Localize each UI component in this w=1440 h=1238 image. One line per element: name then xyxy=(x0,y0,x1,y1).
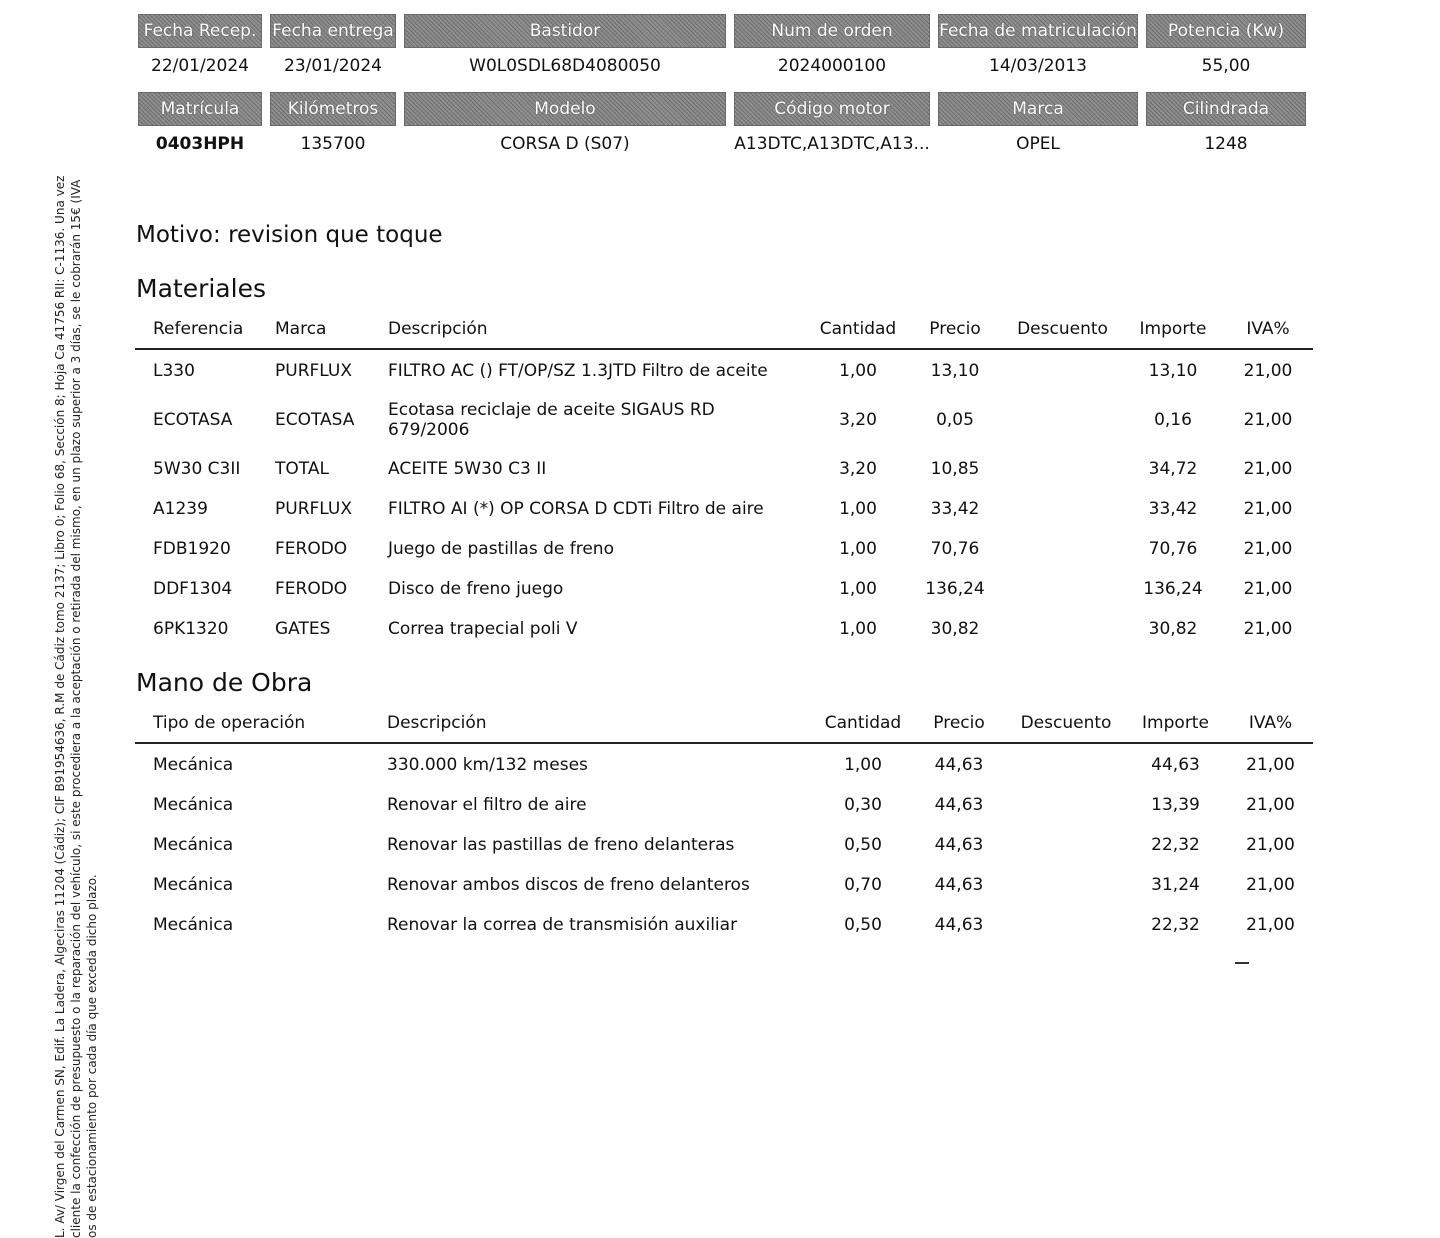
label-num-orden: Num de orden xyxy=(734,14,930,48)
cell-cantidad: 0,70 xyxy=(844,875,882,895)
legal-line-2: cliente la confección de presupuesto o la reparación del vehículo, si este procediera a la aceptación o retirada del mismo, en un plazo superior a 3 días, se le cobrarán 15€ (IVA xyxy=(69,179,83,1238)
value-bastidor: W0L0SDL68D4080050 xyxy=(469,56,661,76)
label-kilometros: Kilómetros xyxy=(270,92,396,126)
cell-descripcion: Renovar la correa de transmisión auxiliar xyxy=(387,915,738,935)
cell-cantidad: 0,50 xyxy=(844,915,882,935)
cell-importe: 33,42 xyxy=(1148,499,1198,519)
cell-precio: 44,63 xyxy=(934,795,984,815)
cell-iva: 21,00 xyxy=(1246,795,1295,815)
cell-precio: 10,85 xyxy=(930,459,980,479)
cell-importe: 34,72 xyxy=(1148,459,1198,479)
value-fecha-matriculacion: 14/03/2013 xyxy=(989,56,1087,76)
value-modelo: CORSA D (S07) xyxy=(500,134,630,154)
table-row xyxy=(135,569,1313,609)
cell-precio: 136,24 xyxy=(925,579,985,599)
label-matricula: Matrícula xyxy=(138,92,262,126)
legal-side-text xyxy=(52,148,100,1238)
cell-referencia: FDB1920 xyxy=(153,539,231,559)
cell-precio: 44,63 xyxy=(934,875,984,895)
cell-tipo-operacion: Mecánica xyxy=(153,795,234,815)
value-matricula: 0403HPH xyxy=(155,134,245,154)
cell-descuento xyxy=(1009,825,1123,865)
value-fecha-entrega: 23/01/2024 xyxy=(284,56,382,76)
mano-obra-title: Mano de Obra xyxy=(136,668,313,697)
value-cilindrada: 1248 xyxy=(1204,134,1248,154)
cell-descripcion: 330.000 km/132 meses xyxy=(387,754,588,775)
cell-cantidad: 1,00 xyxy=(839,499,877,519)
cell-marca: PURFLUX xyxy=(275,360,352,381)
cell-cantidad: 1,00 xyxy=(839,360,877,381)
cell-iva: 21,00 xyxy=(1246,915,1295,935)
materiales-title: Materiales xyxy=(136,274,266,303)
cell-importe: 70,76 xyxy=(1148,539,1198,559)
cell-precio: 33,42 xyxy=(930,499,980,519)
dash-mark xyxy=(1235,962,1249,964)
cell-iva: 21,00 xyxy=(1243,499,1293,519)
cell-precio: 44,63 xyxy=(934,754,984,775)
cell-descripcion: Juego de pastillas de freno xyxy=(388,539,614,559)
value-codigo-motor: A13DTC,A13DTC,A13... xyxy=(734,134,930,154)
header-cantidad: Cantidad xyxy=(808,310,908,349)
header-importe: Importe xyxy=(1123,310,1223,349)
header-iva: IVA% xyxy=(1223,310,1313,349)
cell-descuento xyxy=(1002,609,1123,649)
header-importe: Importe xyxy=(1123,704,1228,743)
cell-precio: 70,76 xyxy=(930,539,980,559)
cell-referencia: 6PK1320 xyxy=(153,619,229,639)
table-row xyxy=(135,489,1313,529)
table-row xyxy=(135,609,1313,649)
cell-descripcion: Renovar las pastillas de freno delanteras xyxy=(387,835,735,855)
cell-descripcion: ACEITE 5W30 C3 II xyxy=(388,459,547,479)
cell-referencia: 5W30 C3II xyxy=(153,459,241,479)
motivo-text: Motivo: revision que toque xyxy=(136,222,443,248)
header-referencia: Referencia xyxy=(135,310,275,349)
value-kilometros: 135700 xyxy=(300,134,366,154)
cell-marca: ECOTASA xyxy=(275,410,355,430)
cell-tipo-operacion: Mecánica xyxy=(153,835,234,855)
cell-cantidad: 1,00 xyxy=(844,754,882,775)
materiales-table xyxy=(135,310,1313,649)
cell-descripcion: FILTRO AC () FT/OP/SZ 1.3JTD Filtro de aceite xyxy=(388,360,768,381)
cell-cantidad: 0,30 xyxy=(844,795,882,815)
cell-marca: PURFLUX xyxy=(275,499,352,519)
mano-obra-table xyxy=(135,704,1313,945)
table-row xyxy=(135,391,1313,449)
table-row xyxy=(135,743,1313,785)
cell-importe: 30,82 xyxy=(1148,619,1198,639)
cell-importe: 13,39 xyxy=(1151,795,1200,815)
cell-iva: 21,00 xyxy=(1243,539,1293,559)
cell-marca: GATES xyxy=(275,619,331,639)
cell-cantidad: 3,20 xyxy=(839,410,877,430)
table-row xyxy=(135,529,1313,569)
cell-referencia: A1239 xyxy=(153,499,208,519)
table-row xyxy=(135,785,1313,825)
cell-importe: 22,32 xyxy=(1151,915,1200,935)
cell-descuento xyxy=(1002,529,1123,569)
value-fecha-recep: 22/01/2024 xyxy=(151,56,249,76)
value-potencia: 55,00 xyxy=(1201,56,1251,76)
cell-referencia: ECOTASA xyxy=(153,410,233,430)
table-row xyxy=(135,865,1313,905)
header-tipo-operacion: Tipo de operación xyxy=(135,704,387,743)
cell-cantidad: 1,00 xyxy=(839,619,877,639)
cell-precio: 30,82 xyxy=(930,619,980,639)
label-fecha-recep: Fecha Recep. xyxy=(138,14,262,48)
cell-descuento xyxy=(1002,569,1123,609)
cell-cantidad: 0,50 xyxy=(844,835,882,855)
cell-cantidad: 1,00 xyxy=(839,539,877,559)
cell-marca: FERODO xyxy=(275,579,348,599)
cell-descuento xyxy=(1002,449,1123,489)
header-precio: Precio xyxy=(909,704,1009,743)
cell-descripcion: FILTRO AI (*) OP CORSA D CDTi Filtro de aire xyxy=(388,499,764,519)
cell-marca: FERODO xyxy=(275,539,348,559)
label-fecha-matriculacion: Fecha de matriculación xyxy=(938,14,1138,48)
cell-precio: 0,05 xyxy=(936,410,974,430)
cell-descuento xyxy=(1002,391,1123,449)
cell-marca: TOTAL xyxy=(275,459,329,479)
label-bastidor: Bastidor xyxy=(404,14,726,48)
table-row xyxy=(135,905,1313,945)
label-modelo: Modelo xyxy=(404,92,726,126)
cell-iva: 21,00 xyxy=(1246,754,1295,775)
mano-obra-header-row xyxy=(135,704,1313,743)
cell-iva: 21,00 xyxy=(1246,835,1295,855)
cell-iva: 21,00 xyxy=(1243,410,1293,430)
vehicle-info-grid xyxy=(138,14,1306,170)
label-marca: Marca xyxy=(938,92,1138,126)
cell-importe: 136,24 xyxy=(1143,579,1203,599)
value-num-orden: 2024000100 xyxy=(777,56,887,76)
cell-referencia: L330 xyxy=(153,360,195,381)
cell-descripcion: Renovar ambos discos de freno delanteros xyxy=(387,875,750,895)
cell-descripcion: Renovar el filtro de aire xyxy=(387,795,587,815)
header-descripcion: Descripción xyxy=(388,310,808,349)
cell-importe: 31,24 xyxy=(1151,875,1200,895)
cell-importe: 13,10 xyxy=(1148,360,1198,381)
header-descripcion: Descripción xyxy=(387,704,817,743)
cell-iva: 21,00 xyxy=(1243,579,1293,599)
cell-descuento xyxy=(1002,349,1123,391)
label-potencia: Potencia (Kw) xyxy=(1146,14,1306,48)
cell-descuento xyxy=(1009,785,1123,825)
table-row xyxy=(135,449,1313,489)
cell-precio: 13,10 xyxy=(930,360,980,381)
value-marca: OPEL xyxy=(1016,134,1060,154)
header-descuento: Descuento xyxy=(1009,704,1123,743)
table-row xyxy=(135,825,1313,865)
cell-iva: 21,00 xyxy=(1246,875,1295,895)
cell-iva: 21,00 xyxy=(1243,459,1293,479)
cell-descripcion: Correa trapecial poli V xyxy=(388,619,578,639)
cell-iva: 21,00 xyxy=(1243,360,1293,381)
cell-importe: 22,32 xyxy=(1151,835,1200,855)
cell-tipo-operacion: Mecánica xyxy=(153,915,234,935)
cell-descuento xyxy=(1009,865,1123,905)
materiales-header-row xyxy=(135,310,1313,349)
header-cantidad: Cantidad xyxy=(817,704,909,743)
cell-descripcion: Ecotasa reciclaje de aceite SIGAUS RD 679/2006 xyxy=(388,400,715,440)
table-row xyxy=(135,349,1313,391)
legal-line-1: L. Av/ Virgen del Carmen SN, Edif. La Ladera, Algeciras 11204 (Cádiz); CIF B91954636, R.M de Cádiz tomo 2137; Libro 0; Folio 68, Sección 8; Hoja Ca 41756 RII: C-1136. Una vez xyxy=(53,175,67,1238)
cell-precio: 44,63 xyxy=(934,835,984,855)
header-marca: Marca xyxy=(275,310,388,349)
header-descuento: Descuento xyxy=(1002,310,1123,349)
cell-precio: 44,63 xyxy=(934,915,984,935)
label-codigo-motor: Código motor xyxy=(734,92,930,126)
label-cilindrada: Cilindrada xyxy=(1146,92,1306,126)
cell-descuento xyxy=(1009,743,1123,785)
cell-referencia: DDF1304 xyxy=(153,579,233,599)
cell-tipo-operacion: Mecánica xyxy=(153,875,234,895)
legal-line-3: os de estacionamiento por cada día que exceda dicho plazo. xyxy=(85,874,99,1238)
cell-importe: 0,16 xyxy=(1154,410,1192,430)
label-fecha-entrega: Fecha entrega xyxy=(270,14,396,48)
cell-iva: 21,00 xyxy=(1243,619,1293,639)
cell-cantidad: 3,20 xyxy=(839,459,877,479)
cell-descuento xyxy=(1002,489,1123,529)
cell-cantidad: 1,00 xyxy=(839,579,877,599)
header-iva: IVA% xyxy=(1228,704,1313,743)
cell-tipo-operacion: Mecánica xyxy=(153,754,234,775)
cell-descripcion: Disco de freno juego xyxy=(388,579,564,599)
cell-descuento xyxy=(1009,905,1123,945)
header-precio: Precio xyxy=(908,310,1002,349)
cell-importe: 44,63 xyxy=(1151,754,1200,775)
